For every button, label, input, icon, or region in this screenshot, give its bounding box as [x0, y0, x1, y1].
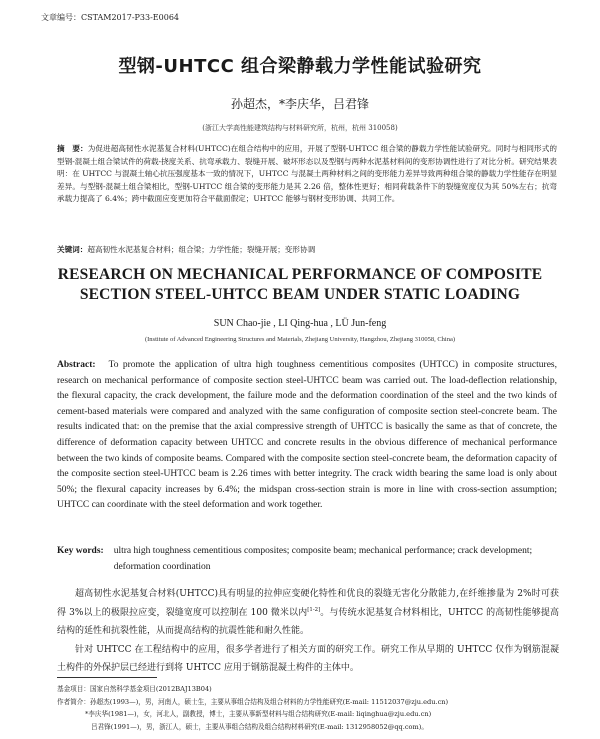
paper-title-chinese: 型钢-UHTCC 组合梁静载力学性能试验研究: [118, 56, 482, 77]
abstract-english-label: Abstract:: [57, 360, 96, 370]
title-english-line-2: SECTION STEEL-UHTCC BEAM UNDER STATIC LOADING: [79, 286, 521, 303]
abstract-chinese-text: 为促进超高韧性水泥基复合材料(UHTCC)在组合结构中的应用，开展了型钢-UHTCC 组合梁的静载力学性能试验研究。同时与相同形式的型钢-混凝土组合梁试件的荷载-挠度关系、抗弯承载力、裂缝开展、破坏形态以及型钢与两种水泥基材料间的变形协调性进行了对比分析。研究结果表明：在 UHTCC 与混凝土轴心抗压强度基本一致的情况下，UHTCC 与混凝土两种材料之间的变形能力差异导致两种组合梁的静载力学性能存在明显差异。与型钢-混凝土组合梁相比，型钢-UHTCC 组合梁的变形能力是其 2.26 倍，整体性更好；相同荷载条件下的裂缝宽度仅为其 50%左右；抗弯承载力提高了 6.4%；跨中截面应变更加符合平截面假定；UHTCC 能够与钢材变形协调、共同工作。: [57, 144, 557, 204]
abstract-chinese: [57, 143, 557, 206]
footnote-funding: 基金项目：国家自然科学基金项目(2012BAJ13B04): [57, 685, 212, 693]
body-paragraph-1: [57, 585, 559, 641]
footnote-author-2: *李庆华(1981—)，女，河北人，副教授，博士，主要从事新型材料与组合结构研究(E-mail: liqinghua@zju.edu.cn): [85, 710, 432, 719]
affiliation-english: (Institute of Advanced Engineering Structures and Materials, Zhejiang University, Hangzhou, Zhejiang 310058, China): [144, 336, 456, 343]
citation-ref: [1-2]: [307, 606, 321, 613]
title-english-line-1: RESEARCH ON MECHANICAL PERFORMANCE OF COMPOSITE: [57, 266, 543, 283]
abstract-english-text: To promote the application of ultra high toughness cementitious composites (UHTCC) in composite structures, research on mechanical performance of composite section steel-UHTCC beam was carried out. The load-deflection relationship, the flexural capacity, the crack development, the failure mode and the deformation coordination of the steel and the two kinds of cement-based materials were compared and analyzed with the same configuration of composite section steel-concrete beam. The results indicated that: on the premise that the axial compressive strength of UHTCC is basically the same as that of concrete, the difference of deformation capacity between UHTCC and concrete results in the obvious difference of mechanical performance between the two kinds of composite beams. Compared with the composite section steel-concrete beam, the deformation capacity of the composite section steel-UHTCC beam is 2.26 times with better integrity. The crack width bearing the same load is only about 50%; the flexural capacity increases by 6.4%; the midspan cross-section strain is more in line with cross-section assumption; UHTCC can coordinate with the steel deformation and work together.: [57, 360, 557, 511]
footnote-author-3: 吕君锋(1991—)，男，浙江人，硕士，主要从事组合结构及组合结构材料研究(E-mail: 1312958052@qq.com)。: [91, 722, 428, 731]
keywords-chinese-text: 超高韧性水泥基复合材料；组合梁；力学性能；裂缝开展；变形协调: [87, 245, 316, 254]
keywords-chinese: [57, 244, 557, 255]
keywords-english-text: ultra high toughness cementitious composites; composite beam; mechanical performance; crack development; deformation coordination: [113, 546, 533, 572]
keywords-chinese-label: 关键词：: [57, 245, 88, 254]
footnote-author-1: 作者简介：孙超杰(1993—)，男，河南人，硕士生，主要从事组合结构及组合材料的力学性能研究(E-mail: 11512037@zju.edu.cn): [57, 697, 449, 706]
article-number: 文章编号：CSTAM2017-P33-E0064: [41, 13, 179, 22]
abstract-english: [57, 358, 557, 514]
authors-chinese: 孙超杰，*李庆华，吕君锋: [230, 97, 369, 111]
paper-title-english: [0, 265, 600, 305]
footnote-divider: [57, 677, 157, 678]
body-paragraph-2: 针对 UHTCC 在工程结构中的应用，很多学者进行了相关方面的研究工作。研究工作从早期的 UHTCC 仅作为钢筋混凝土构件的外保护层已经进行到将 UHTCC 应用于钢筋混凝土构件的主体中。: [57, 644, 559, 673]
body-paragraph-1-part-a: 超高韧性水泥基复合材料(UHTCC)具有明显的拉伸应变硬化特性和优良的裂缝无害化分散能力,在纤维掺量为 2%时可获得 3%以上的极限拉应变，裂缝宽度可以控制在 100 微米以内: [57, 589, 559, 618]
body-paragraph-1-part-b: 。与传统水泥基复合材料相比，UHTCC 的高韧性能够提高结构的延性和抗裂性能，从而提高结构的抗震性能和耐久性能。: [57, 607, 559, 636]
keywords-english: [57, 544, 557, 575]
authors-english: SUN Chao-jie , LI Qing-hua , LÜ Jun-feng: [213, 318, 387, 329]
affiliation-chinese: (浙江大学高性能建筑结构与材料研究所，杭州，杭州 310058): [202, 124, 398, 132]
footnotes: [57, 683, 567, 733]
keywords-english-label: Key words:: [57, 546, 104, 556]
abstract-chinese-label: 摘 要：: [57, 144, 88, 153]
body-text: [57, 585, 559, 678]
